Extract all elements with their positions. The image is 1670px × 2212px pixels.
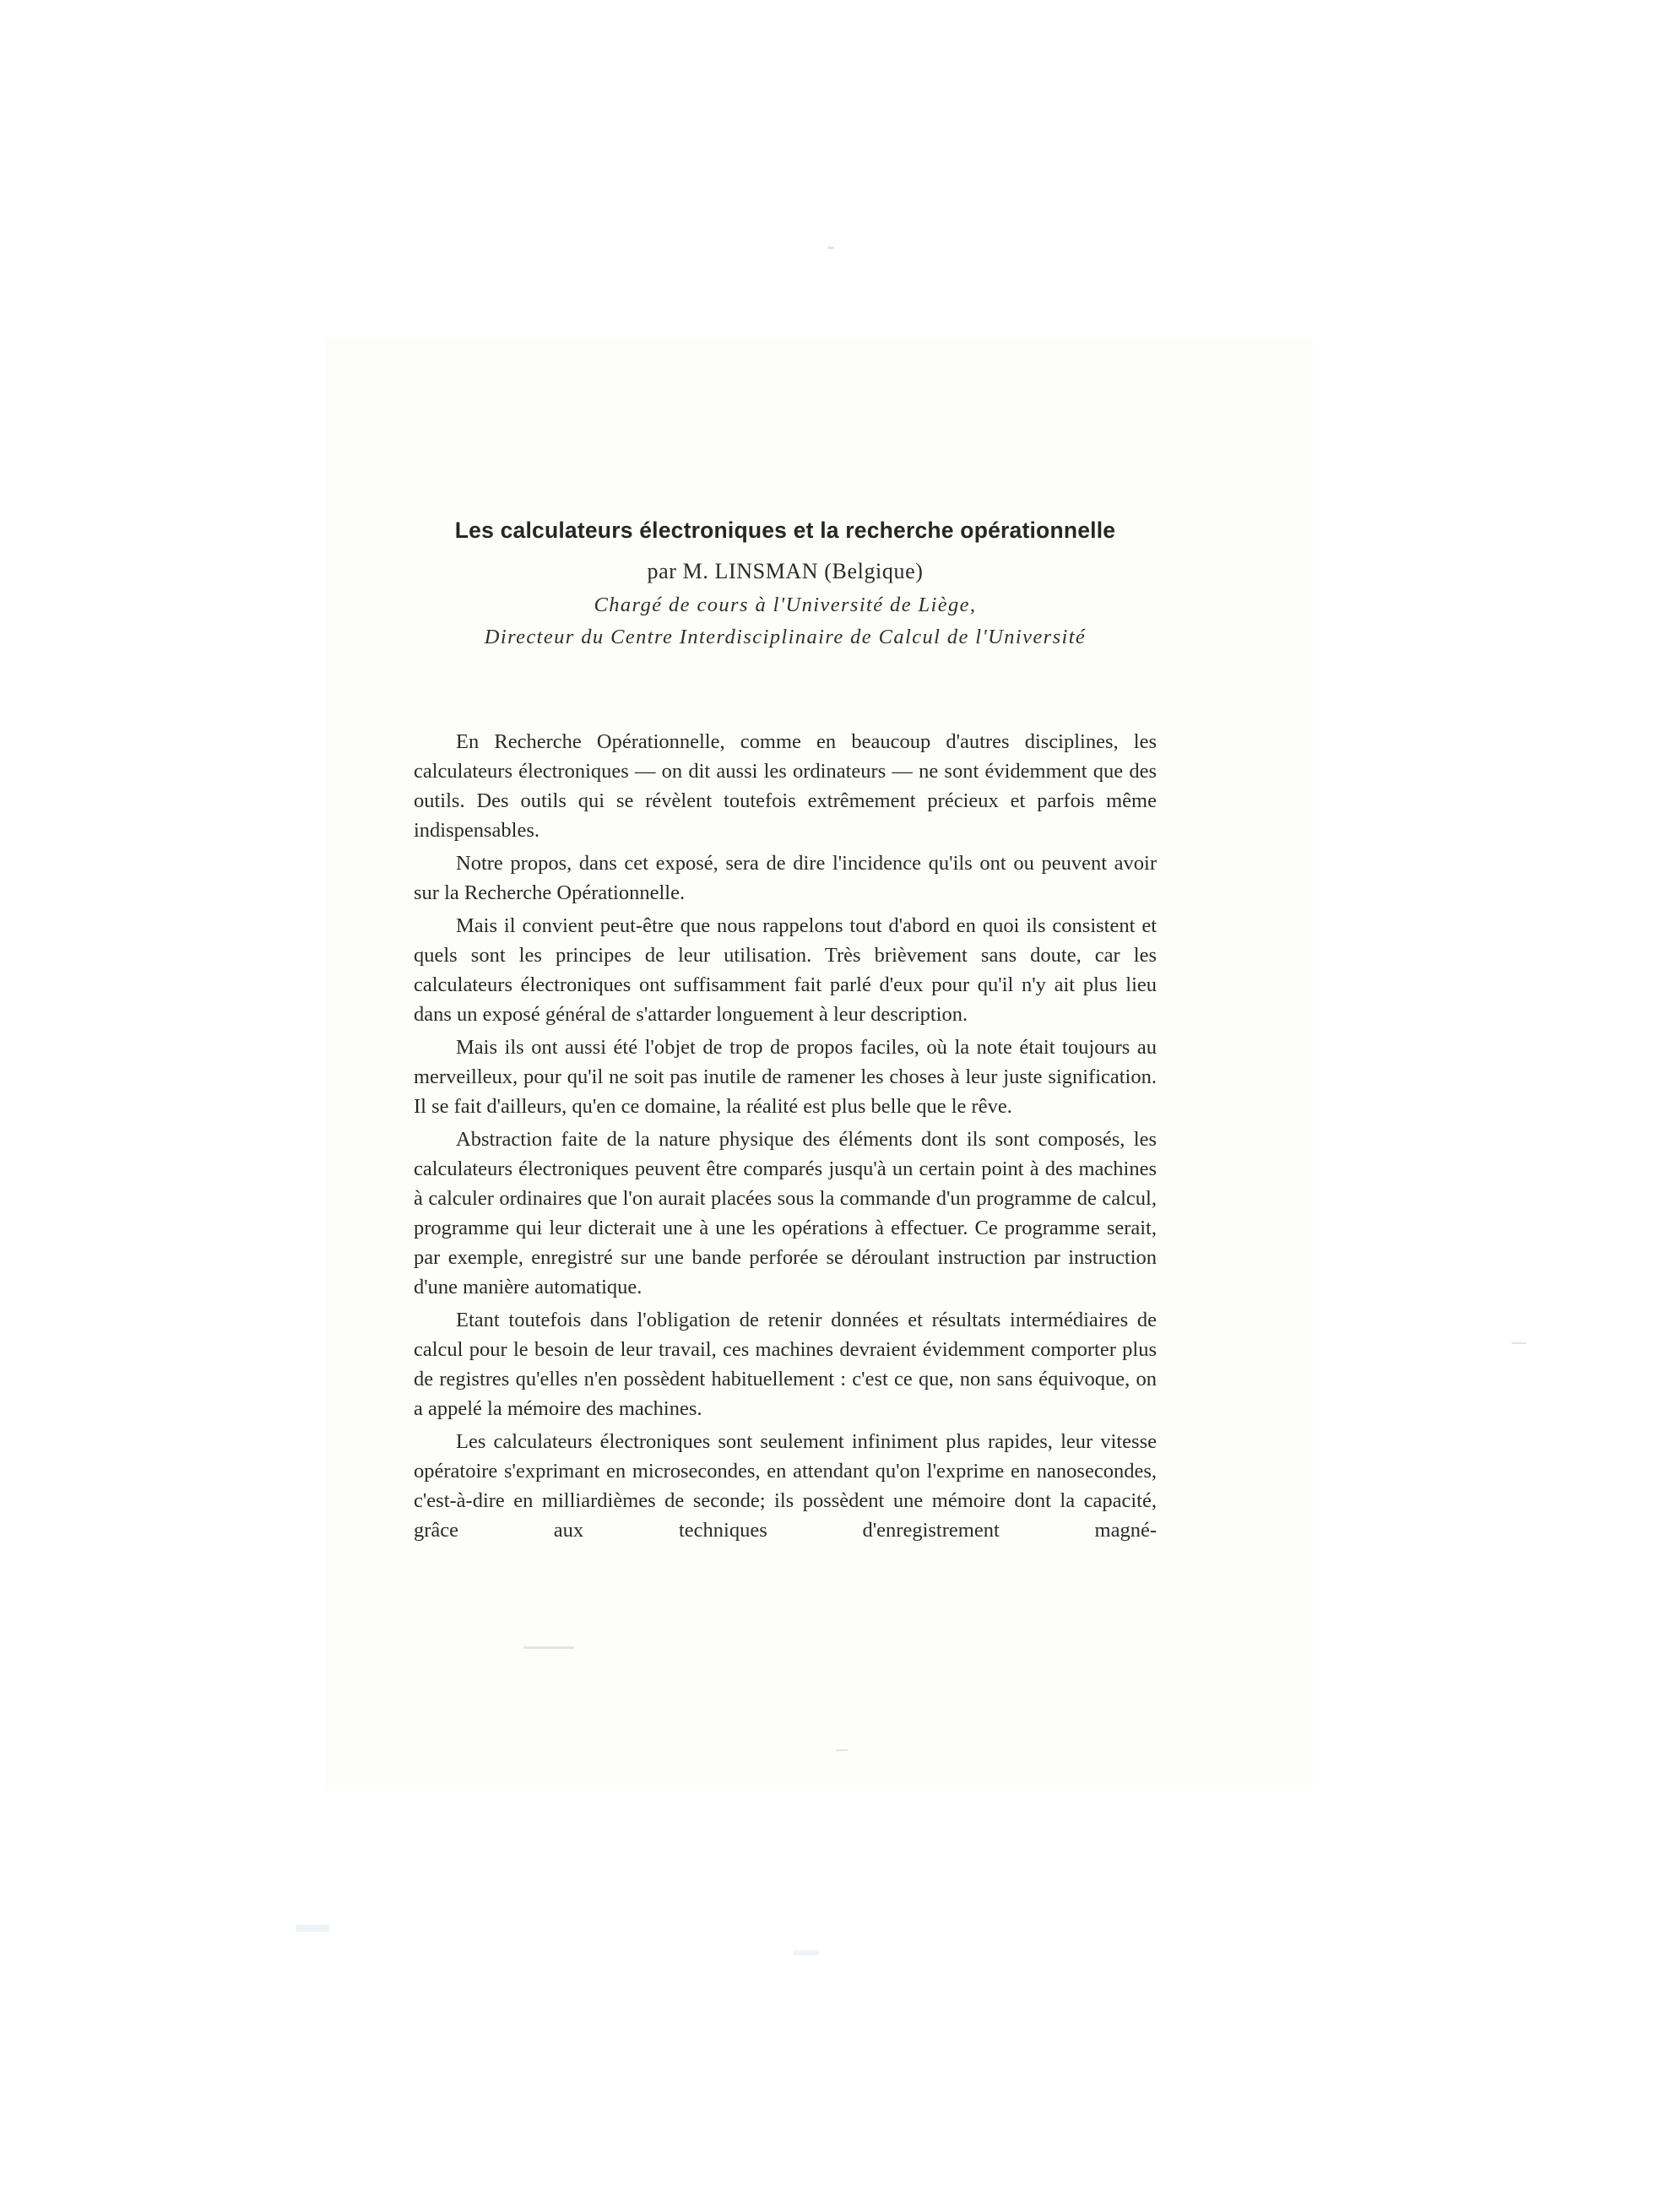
article xyxy=(414,515,1157,1548)
paragraph: Mais il convient peut-être que nous rappelons tout d'abord en quoi ils consistent et quels sont les principes de leur utilisation. Très brièvement sans doute, car les calculateurs électroniques ont suffisamment fait parlé d'eux pour qu'il n'y ait plus lieu dans un exposé général de s'attarder longuement à leur description. xyxy=(414,914,1157,1026)
article-title: Les calculateurs électroniques et la recherche opérationnelle xyxy=(454,518,1116,543)
paragraph: En Recherche Opérationnelle, comme en beaucoup d'autres disciplines, les calculateurs électroniques — on dit aussi les ordinateurs — ne sont évidemment que des outils. Des outils qui se révèlent toutefois extrêmement précieux et parfois même indispensables. xyxy=(414,730,1157,842)
author-affiliation-1: Chargé de cours à l'Université de Liège, xyxy=(594,594,977,616)
paragraph: Abstraction faite de la nature physique des éléments dont ils sont composés, les calculateurs électroniques peuvent être comparés jusqu'à un certain point à des machines à calculer ordinaires que l'on aurait placées sous la commande d'un programme de calcul, programme qui leur dicterait une à une les opérations à effectuer. Ce programme serait, par exemple, enregistré sur une bande perforée se déroulant instruction par instruction d'une manière automatique. xyxy=(414,1128,1157,1298)
article-body xyxy=(414,727,1157,1545)
paragraph: Etant toutefois dans l'obligation de retenir données et résultats intermédiaires de calcul pour le besoin de leur travail, ces machines devraient évidemment comporter plus de registres qu'elles n'en possèdent habituellement : c'est ce que, non sans équivoque, on a appelé la mémoire des machines. xyxy=(414,1309,1157,1420)
paragraph: Les calculateurs électroniques sont seulement infiniment plus rapides, leur vitesse opératoire s'exprimant en microsecondes, en attendant qu'on l'exprime en nanosecondes, c'est-à-dire en milliardièmes de seconde; ils possèdent une mémoire dont la capacité, grâce aux techniques d'enregistrement magné- xyxy=(414,1430,1157,1542)
author-line: par M. LINSMAN (Belgique) xyxy=(647,559,924,583)
paragraph: Notre propos, dans cet exposé, sera de dire l'incidence qu'ils ont ou peuvent avoir sur la Recherche Opérationnelle. xyxy=(414,852,1157,904)
paragraph: Mais ils ont aussi été l'objet de trop de propos faciles, où la note était toujours au merveilleux, pour qu'il ne soit pas inutile de ramener les choses à leur juste signification. Il se fait d'ailleurs, qu'en ce domaine, la réalité est plus belle que le rêve. xyxy=(414,1036,1157,1118)
author-affiliation-2: Directeur du Centre Interdisciplinaire de Calcul de l'Université xyxy=(484,626,1087,648)
